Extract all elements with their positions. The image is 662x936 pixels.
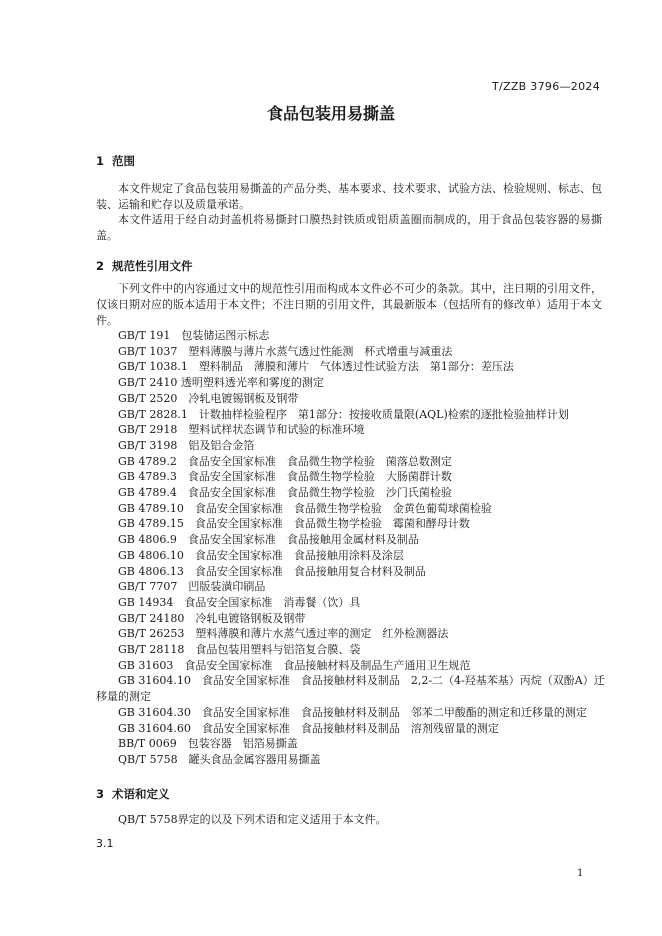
clause-number: 3.1 <box>96 837 114 850</box>
terms-intro: QB/T 5758界定的以及下列术语和定义适用于本文件。 <box>118 813 387 826</box>
reference-item: GB 4806.9 食品安全国家标准 食品接触用金属材料及制品 <box>118 533 419 547</box>
reference-item: GB 14934 食品安全国家标准 消毒餐（饮）具 <box>118 595 361 609</box>
section-heading-scope <box>96 153 135 169</box>
reference-item: GB/T 28118 食品包装用塑料与铝箔复合膜、袋 <box>118 643 361 657</box>
reference-item: GB 4789.3 食品安全国家标准 食品微生物学检验 大肠菌群计数 <box>118 470 452 484</box>
reference-item: GB/T 2828.1 计数抽样检验程序 第1部分：按接收质量限(AQL)检索的逐批检验抽样计划 <box>118 407 569 421</box>
section-number: 2 <box>96 259 105 273</box>
reference-item: BB/T 0069 包装容器 铝箔易撕盖 <box>118 737 298 751</box>
reference-item: GB 31604.30 食品安全国家标准 食品接触材料及制品 邻苯二甲酸酯的测定和迁移量的测定 <box>118 705 587 719</box>
document-title: 食品包装用易撕盖 <box>266 104 395 123</box>
reference-item: GB/T 2410 透明塑料透光率和雾度的测定 <box>118 376 324 390</box>
section-title: 规范性引用文件 <box>112 259 193 273</box>
reference-item: GB 31603 食品安全国家标准 食品接触材料及制品生产通用卫生规范 <box>118 658 471 672</box>
standard-code: T/ZZB 3796—2024 <box>491 80 600 93</box>
page-number: 1 <box>577 868 584 879</box>
reference-item: GB 4789.4 食品安全国家标准 食品微生物学检验 沙门氏菌检验 <box>118 486 452 500</box>
scope-paragraph-1: 本文件规定了食品包装用易撕盖的产品分类、基本要求、技术要求、试验方法、检验规则、标志、包装、运输和贮存以及质量承诺。 <box>96 182 602 211</box>
reference-item: GB/T 191 包装储运图示标志 <box>118 329 270 342</box>
reference-item: QB/T 5758 罐头食品金属容器用易撕盖 <box>118 752 321 766</box>
reference-item: GB/T 3198 铝及铝合金箔 <box>118 438 255 452</box>
reference-item: GB 4806.13 食品安全国家标准 食品接触用复合材料及制品 <box>118 564 426 578</box>
reference-item: GB 4789.15 食品安全国家标准 食品微生物学检验 霉菌和酵母计数 <box>118 517 470 531</box>
references-intro: 下列文件中的内容通过文中的规范性引用而构成本文件必不可少的条款。其中，注日期的引用文件，仅该日期对应的版本适用于本文件；不注日期的引用文件，其最新版本（包括所有的修改单）适用于本文件。 <box>96 282 602 327</box>
reference-item: GB/T 26253 塑料薄膜和薄片水蒸气透过率的测定 红外检测器法 <box>118 627 449 641</box>
section-number: 1 <box>96 154 105 168</box>
reference-item: GB/T 2918 塑料试样状态调节和试验的标准环境 <box>118 423 365 437</box>
reference-item: GB/T 1037 塑料薄膜与薄片水蒸气透过性能测 杯式增重与减重法 <box>118 344 453 358</box>
section-heading-terms <box>96 786 170 802</box>
section-number: 3 <box>96 787 105 801</box>
section-title: 术语和定义 <box>112 787 170 801</box>
section-title: 范围 <box>112 154 135 168</box>
reference-item: GB 31604.60 食品安全国家标准 食品接触材料及制品 溶剂残留量的测定 <box>118 721 499 735</box>
reference-item: GB/T 2520 冷轧电镀锡钢板及钢带 <box>118 391 299 405</box>
reference-list <box>96 328 606 768</box>
reference-item: GB/T 24180 冷轧电镀铬钢板及钢带 <box>118 611 306 625</box>
reference-item: GB 31604.10 食品安全国家标准 食品接触材料及制品 2,2-二（4-羟基苯基）丙烷（双酚A）迁移量的测定 <box>96 674 605 704</box>
section-heading-normative-references <box>96 258 193 274</box>
reference-item: GB 4789.2 食品安全国家标准 食品微生物学检验 菌落总数测定 <box>118 454 452 468</box>
scope-paragraph-2: 本文件适用于经自动封盖机将易撕封口膜热封铁质或铝质盖圈而制成的，用于食品包装容器的易撕盖。 <box>96 213 602 242</box>
reference-item: GB/T 7707 凹版装潢印刷品 <box>118 580 266 594</box>
reference-item: GB/T 1038.1 塑料制品 薄膜和薄片 气体透过性试验方法 第1部分：差压法 <box>118 360 514 374</box>
reference-item: GB 4789.10 食品安全国家标准 食品微生物学检验 金黄色葡萄球菌检验 <box>118 501 492 515</box>
reference-item: GB 4806.10 食品安全国家标准 食品接触用涂料及涂层 <box>118 548 404 562</box>
